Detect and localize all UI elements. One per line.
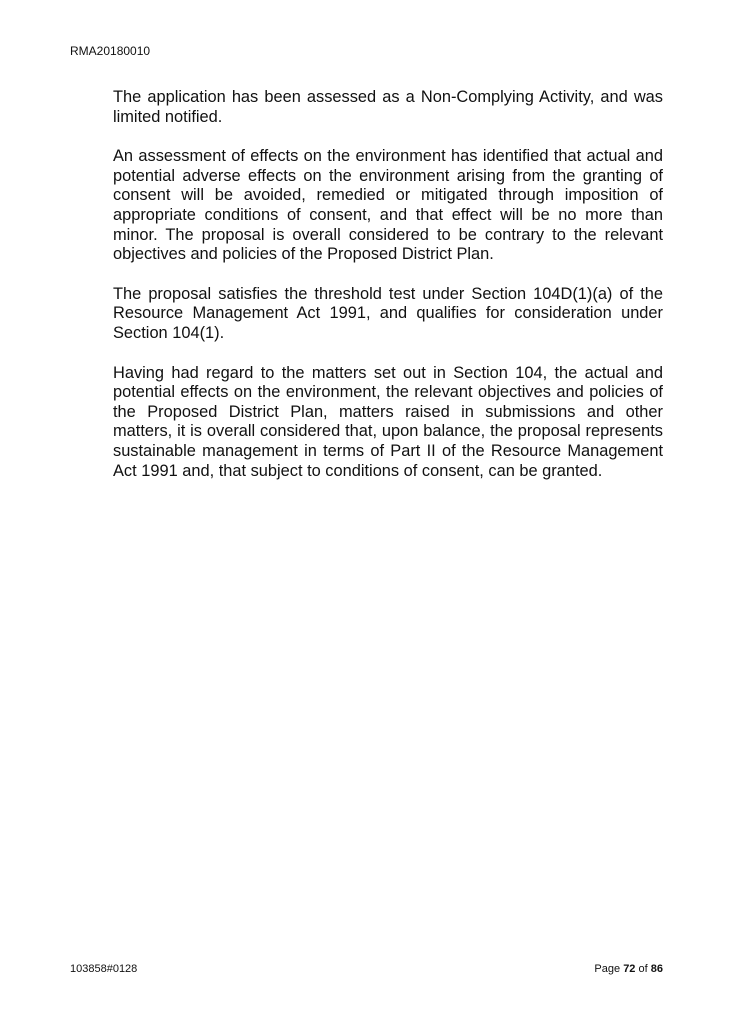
page-prefix: Page bbox=[594, 963, 621, 975]
page-number bbox=[594, 962, 663, 976]
current-page: 72 bbox=[623, 963, 636, 975]
paragraph-effects-assessment: An assessment of effects on the environment has identified that actual and potential adverse effects on the environment arising from the granting of consent will be avoided, remedied or mitigated through imposition of appropriate conditions of consent, and that effect will be no more than minor. The proposal is overall considered to be contrary to the relevant objectives and policies of the Proposed District Plan. bbox=[113, 147, 663, 264]
paragraph-assessment-status: The application has been assessed as a Non-Complying Activity, and was limited notified. bbox=[113, 88, 663, 126]
total-pages: 86 bbox=[650, 963, 663, 975]
page-of: of bbox=[638, 963, 648, 975]
document-body bbox=[113, 88, 663, 501]
footer-document-id: 103858#0128 bbox=[70, 963, 138, 975]
document-reference: RMA20180010 bbox=[70, 44, 151, 58]
paragraph-threshold-test: The proposal satisfies the threshold test under Section 104D(1)(a) of the Resource Management Act 1991, and qualifies for consideration under Section 104(1). bbox=[113, 284, 663, 342]
paragraph-conclusion: Having had regard to the matters set out in Section 104, the actual and potential effects on the environment, the relevant objectives and policies of the Proposed District Plan, matters raised in submissions and other matters, it is overall considered that, upon balance, the proposal represents sustainable management in terms of Part II of the Resource Management Act 1991 and, that subject to conditions of consent, can be granted. bbox=[113, 363, 663, 480]
